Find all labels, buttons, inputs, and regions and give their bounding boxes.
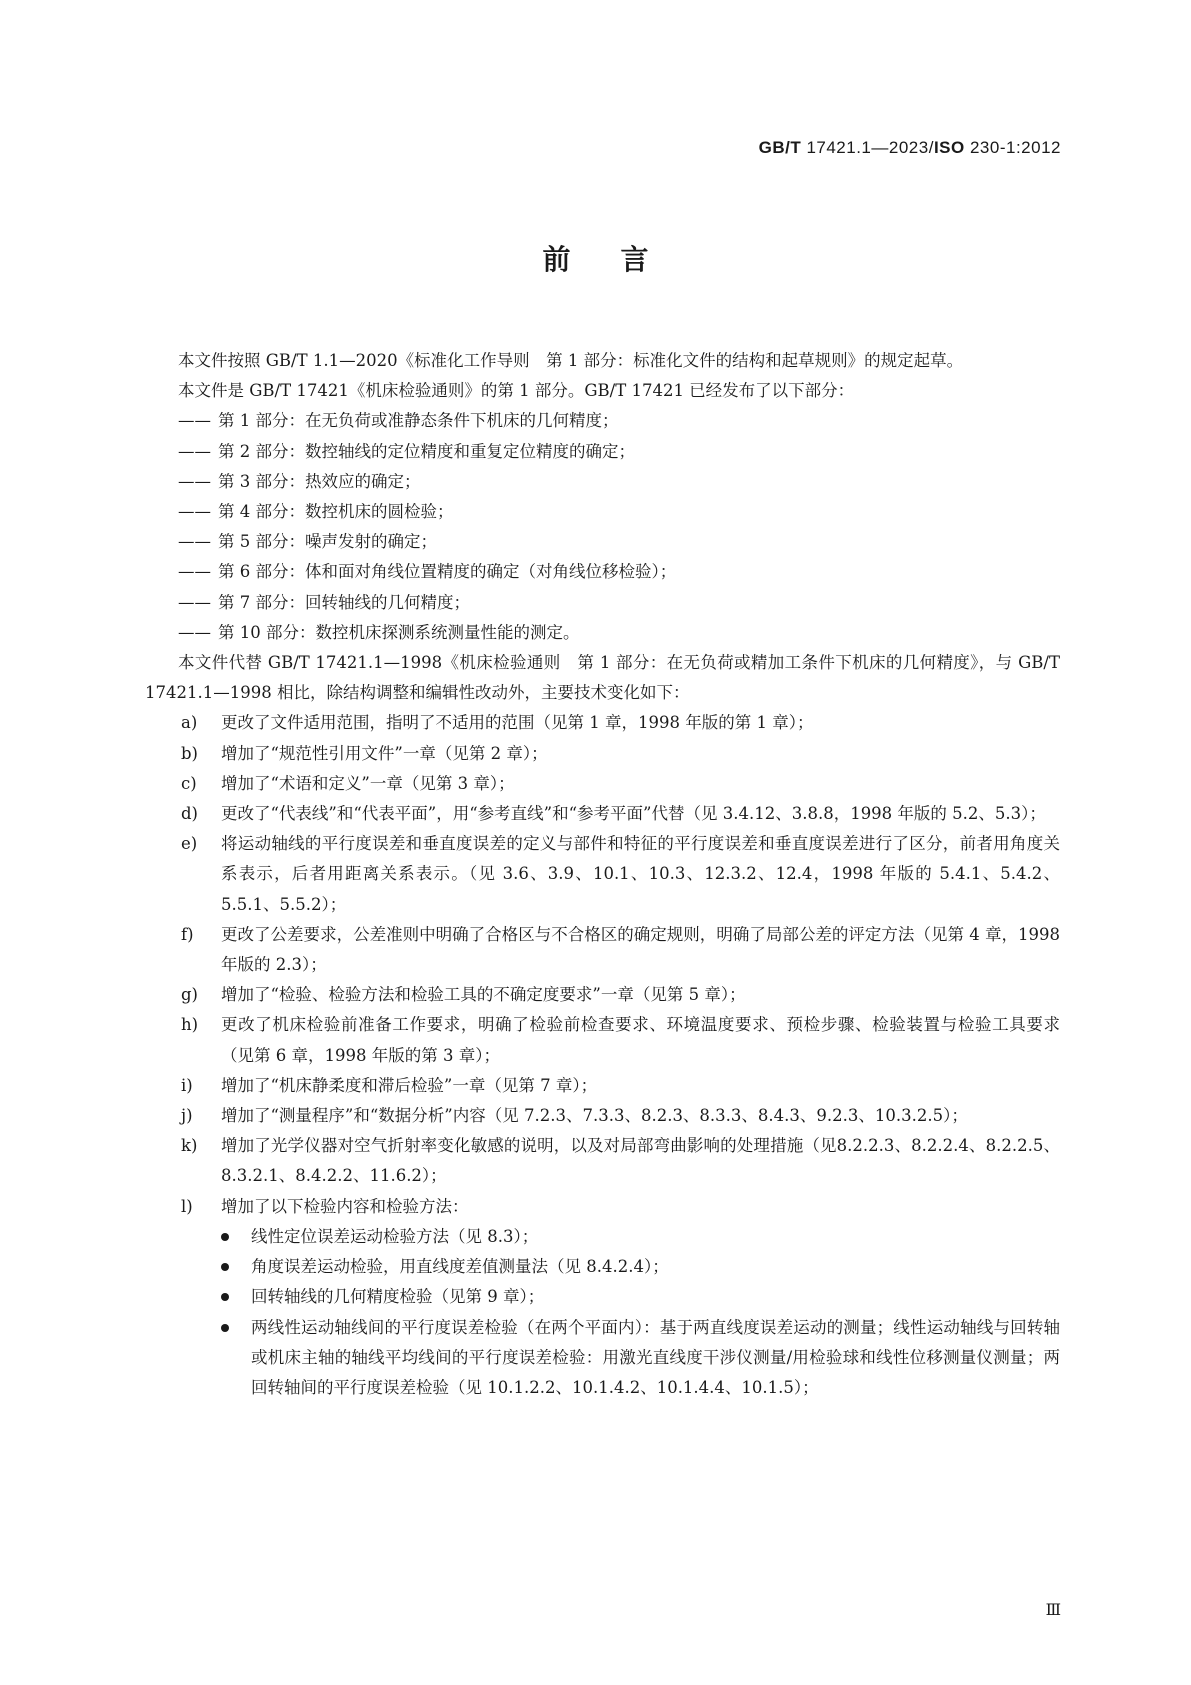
intro-paragraph: 本文件按照 GB/T 1.1—2020《标准化工作导则 第 1 部分：标准化文件的结构和起草规则》的规定起草。 <box>178 351 964 370</box>
dash-marker: —— <box>178 562 211 582</box>
item-text: 增加了“测量程序”和“数据分析”内容（见 7.2.3、7.3.3、8.2.3、8.3.3、8.4.3、9.2.3、10.3.2.5）； <box>221 1106 968 1126</box>
part-text: 第 2 部分：数控轴线的定位精度和重复定位精度的确定； <box>218 441 635 461</box>
item-text: 增加了光学仪器对空气折射率变化敏感的说明，以及对局部弯曲影响的处理措施（见8.2.2.3、8.2.2.4、8.2.2.5、8.3.2.1、8.4.2.2、11.6.2）； <box>221 1136 1060 1186</box>
item-label: h) <box>181 1015 199 1035</box>
item-label: j) <box>181 1106 193 1126</box>
item-text: 增加了“术语和定义”一章（见第 3 章）； <box>221 773 515 793</box>
part-text: 第 10 部分：数控机床探测系统测量性能的测定。 <box>218 622 580 642</box>
list-item <box>145 1252 1060 1282</box>
dash-marker: —— <box>178 622 211 642</box>
bullet-text: 线性定位误差运动检验方法（见 8.3）； <box>251 1226 539 1246</box>
part-text: 第 5 部分：噪声发射的确定； <box>218 532 437 552</box>
item-text: 更改了文件适用范围，指明了不适用的范围（见第 1 章，1998 年版的第 1 章）； <box>221 713 814 733</box>
document-body <box>145 346 1060 1403</box>
standard-number: 17421.1—2023/ <box>806 138 934 157</box>
item-label: l) <box>181 1196 193 1216</box>
list-item <box>145 1192 1060 1222</box>
dash-marker: —— <box>178 471 211 491</box>
item-label: a) <box>181 713 198 733</box>
item-text: 增加了以下检验内容和检验方法： <box>221 1196 469 1216</box>
item-text: 增加了“机床静柔度和滞后检验”一章（见第 7 章）； <box>221 1075 598 1095</box>
document-code <box>759 138 1061 158</box>
bullet-icon <box>221 1324 229 1332</box>
replacement-paragraph: 本文件代替 GB/T 17421.1—1998《机床检验通则 第 1 部分：在无负荷或精加工条件下机床的几何精度》，与 GB/T 17421.1—1998 相比，除结构调整和编辑性改动外，主要技术变化如下： <box>145 653 1060 703</box>
list-item <box>145 1131 1060 1191</box>
list-item <box>145 980 1060 1010</box>
part-text: 第 6 部分：体和面对角线位置精度的确定（对角线位移检验）； <box>218 562 677 582</box>
list-item <box>145 920 1060 980</box>
dash-marker: —— <box>178 411 211 431</box>
item-label: e) <box>181 834 198 854</box>
item-label: d) <box>181 804 198 824</box>
part-text: 第 4 部分：数控机床的圆检验； <box>218 502 454 522</box>
page-title: 前言 <box>542 243 699 276</box>
test-methods-list <box>145 1222 1060 1403</box>
part-text: 第 1 部分：在无负荷或准静态条件下机床的几何精度； <box>218 411 619 431</box>
list-item <box>145 1071 1060 1101</box>
list-item <box>145 739 1060 769</box>
dash-marker: —— <box>178 532 211 552</box>
item-label: g) <box>181 985 198 1005</box>
bullet-text: 两线性运动轴线间的平行度误差检验（在两个平面内）：基于两直线度误差运动的测量；线性运动轴线与回转轴或机床主轴的轴线平均线间的平行度误差检验：用激光直线度干涉仪测量/用检验球和线性位移测量仪测量；两回转轴间的平行度误差检验（见 10.1.2.2、10.1.4.2、10.1.4.4、10.1.5）； <box>251 1317 1060 1397</box>
list-item <box>145 1010 1060 1070</box>
list-item <box>145 708 1060 738</box>
bullet-icon <box>221 1263 229 1271</box>
list-item <box>145 557 1060 587</box>
item-text: 更改了“代表线”和“代表平面”，用“参考直线”和“参考平面”代替（见 3.4.12、3.8.8，1998 年版的 5.2、5.3）； <box>221 804 1046 824</box>
list-item <box>145 588 1060 618</box>
intro-paragraph: 本文件是 GB/T 17421《机床检验通则》的第 1 部分。GB/T 17421 已经发布了以下部分： <box>178 381 855 401</box>
changes-list <box>145 708 1060 1221</box>
dash-marker: —— <box>178 502 211 522</box>
item-label: f) <box>181 924 194 944</box>
parts-list <box>145 406 1060 648</box>
standard-prefix: GB/T <box>758 138 802 157</box>
list-item <box>145 1282 1060 1312</box>
list-item <box>145 527 1060 557</box>
bullet-icon <box>221 1233 229 1241</box>
list-item <box>145 437 1060 467</box>
list-item <box>145 406 1060 436</box>
iso-number: 230-1:2012 <box>969 138 1061 157</box>
list-item <box>145 1313 1060 1404</box>
list-item <box>145 618 1060 648</box>
list-item <box>145 799 1060 829</box>
list-item <box>145 1222 1060 1252</box>
iso-prefix: ISO <box>933 138 965 157</box>
item-text: 将运动轴线的平行度误差和垂直度误差的定义与部件和特征的平行度误差和垂直度误差进行了区分，前者用角度关系表示，后者用距离关系表示。（见 3.6、3.9、10.1、10.3、12.3.2、12.4，1998 年版的 5.4.1、5.4.2、5.5.1、5.5.2）； <box>221 834 1060 914</box>
list-item <box>145 467 1060 497</box>
item-text: 更改了公差要求，公差准则中明确了合格区与不合格区的确定规则，明确了局部公差的评定方法（见第 4 章，1998 年版的 2.3）； <box>221 924 1060 975</box>
list-item <box>145 1101 1060 1131</box>
item-text: 增加了“检验、检验方法和检验工具的不确定度要求”一章（见第 5 章）； <box>221 985 746 1005</box>
part-text: 第 3 部分：热效应的确定； <box>218 471 421 491</box>
bullet-icon <box>221 1293 229 1301</box>
list-item <box>145 829 1060 920</box>
item-label: c) <box>181 773 197 793</box>
item-label: b) <box>181 743 198 763</box>
item-label: k) <box>181 1136 198 1156</box>
dash-marker: —— <box>178 592 211 612</box>
part-text: 第 7 部分：回转轴线的几何精度； <box>218 592 470 612</box>
item-text: 增加了“规范性引用文件”一章（见第 2 章）； <box>221 743 548 763</box>
dash-marker: —— <box>178 441 211 461</box>
page-number: Ⅲ <box>1045 1600 1061 1619</box>
item-label: i) <box>181 1075 193 1095</box>
item-text: 更改了机床检验前准备工作要求，明确了检验前检查要求、环境温度要求、预检步骤、检验装置与检验工具要求（见第 6 章，1998 年版的第 3 章）； <box>221 1015 1060 1065</box>
list-item <box>145 497 1060 527</box>
bullet-text: 角度误差运动检验，用直线度差值测量法（见 8.4.2.4）； <box>251 1257 669 1277</box>
bullet-text: 回转轴线的几何精度检验（见第 9 章）； <box>251 1287 545 1307</box>
list-item <box>145 769 1060 799</box>
